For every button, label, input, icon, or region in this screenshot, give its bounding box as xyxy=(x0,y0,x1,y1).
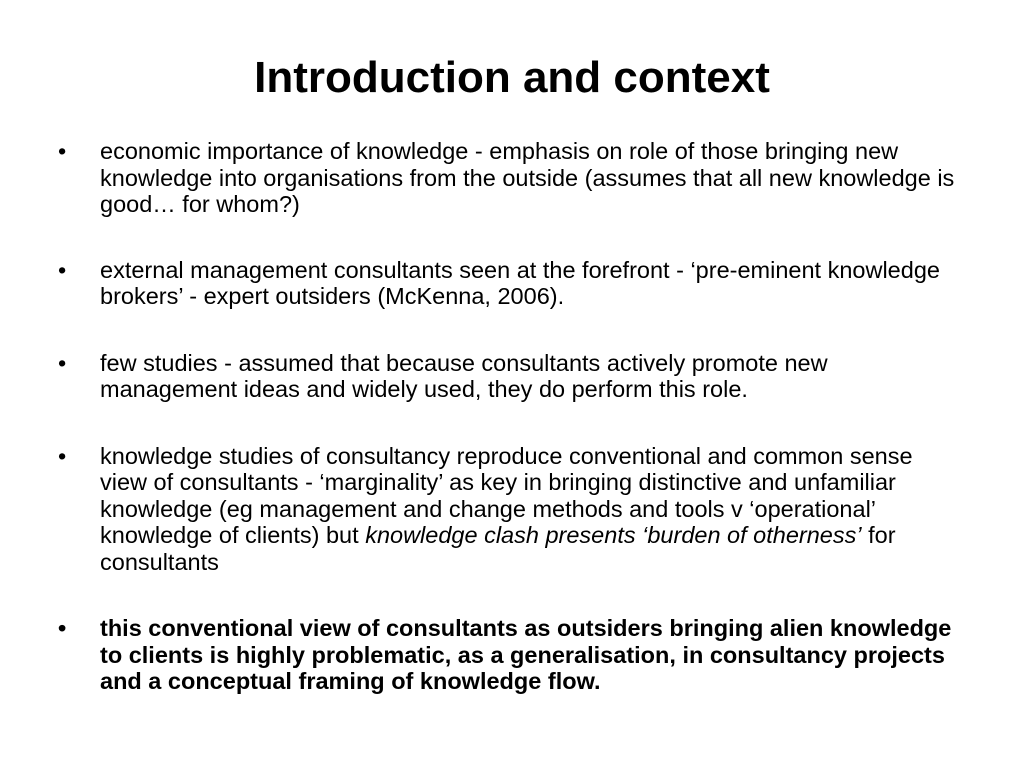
slide-title: Introduction and context xyxy=(254,53,770,102)
bullet-item xyxy=(58,138,958,218)
bullet-list xyxy=(58,138,958,735)
bullet-dot-icon: • xyxy=(58,349,67,376)
bullet-text-plain: knowledge studies of consultancy reproduce conventional and common sense view of consultants - ‘marginality’ as key in bringing distinctive and unfamiliar knowledge (eg management and change methods and tools v ‘operational’ knowledge of clients) but xyxy=(100,442,913,548)
bullet-item xyxy=(58,257,958,310)
bullet-text: external management consultants seen at the forefront - ‘pre-eminent knowledge brokers’ - expert outsiders (McKenna, 2006). xyxy=(100,256,940,309)
bullet-text: economic importance of knowledge - emphasis on role of those bringing new knowledge into organisations from the outside (assumes that all new knowledge is good… for whom?) xyxy=(100,138,955,217)
bullet-dot-icon: • xyxy=(58,256,67,283)
bullet-item xyxy=(58,443,958,576)
bullet-text: few studies - assumed that because consultants actively promote new management ideas and widely used, they do perform this role. xyxy=(100,349,828,402)
bullet-dot-icon: • xyxy=(58,138,67,164)
bullet-text-italic: knowledge clash presents ‘burden of otherness’ xyxy=(365,522,862,548)
bullet-item-emphasis xyxy=(58,615,958,695)
bullet-text-tail: for consultants xyxy=(100,522,896,575)
bullet-text xyxy=(100,443,913,575)
bullet-item xyxy=(58,350,958,403)
bullet-dot-icon: • xyxy=(58,442,67,469)
bullet-dot-icon: • xyxy=(58,615,67,641)
bullet-text: this conventional view of consultants as outsiders bringing alien knowledge to clients is highly problematic, as a generalisation, in consultancy projects and a conceptual framing of knowledge flow. xyxy=(100,615,952,694)
